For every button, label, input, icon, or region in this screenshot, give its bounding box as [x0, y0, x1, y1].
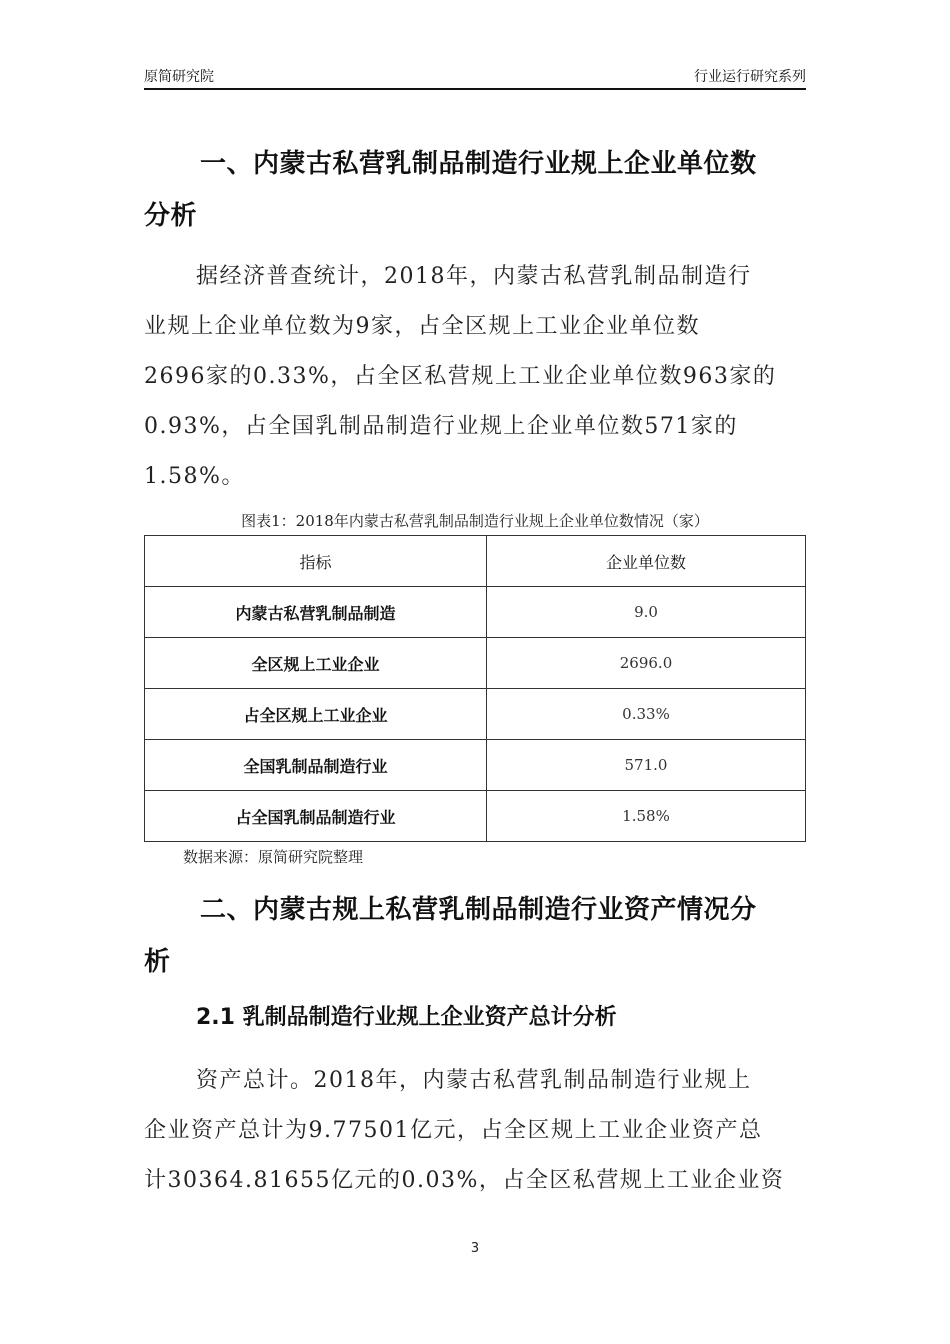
row-value: 0.33%	[487, 689, 806, 740]
section-1-heading-line2: 分析	[144, 201, 198, 231]
page-header	[144, 66, 806, 88]
header-org-name: 原简研究院	[144, 69, 214, 85]
paragraph-line: 企业资产总计为9.77501亿元，占全区规上工业企业资产总	[144, 1118, 763, 1143]
paragraph-line: 资产总计。2018年，内蒙古私营乳制品制造行业规上	[196, 1068, 752, 1093]
table-header-row	[145, 536, 806, 587]
enterprise-count-table	[144, 535, 806, 842]
row-label: 全国乳制品制造行业	[145, 740, 487, 791]
page-number: 3	[470, 1241, 480, 1256]
table-row	[145, 587, 806, 638]
table-row	[145, 791, 806, 842]
section-2-heading-line2: 析	[144, 947, 171, 977]
section-2-heading-line1: 二、内蒙古规上私营乳制品制造行业资产情况分	[200, 895, 757, 925]
column-header-indicator: 指标	[145, 536, 487, 587]
row-label: 内蒙古私营乳制品制造	[145, 587, 487, 638]
row-value: 571.0	[487, 740, 806, 791]
paragraph-line: 据经济普查统计，2018年，内蒙古私营乳制品制造行	[196, 264, 752, 289]
row-value: 2696.0	[487, 638, 806, 689]
row-value: 9.0	[487, 587, 806, 638]
section-2-paragraph	[144, 1056, 806, 1206]
row-label: 占全国乳制品制造行业	[145, 791, 487, 842]
paragraph-line: 2696家的0.33%，占全区私营规上工业企业单位数963家的	[144, 364, 777, 389]
section-1-paragraph	[144, 252, 806, 502]
table-1-caption: 图表1：2018年内蒙古私营乳制品制造行业规上企业单位数情况（家）	[241, 512, 709, 530]
row-value: 1.58%	[487, 791, 806, 842]
section-2-heading	[144, 884, 806, 988]
table-row	[145, 689, 806, 740]
section-1-heading-line1: 一、内蒙古私营乳制品制造行业规上企业单位数	[200, 149, 757, 179]
table-row	[145, 740, 806, 791]
row-label: 全区规上工业企业	[145, 638, 487, 689]
row-label: 占全区规上工业企业	[145, 689, 487, 740]
section-1-heading	[144, 138, 806, 242]
paragraph-line: 业规上企业单位数为9家，占全区规上工业企业单位数	[144, 314, 700, 339]
paragraph-line: 0.93%，占全国乳制品制造行业规上企业单位数571家的	[144, 414, 738, 439]
paragraph-line: 计30364.81655亿元的0.03%，占全区私营规上工业企业资	[144, 1168, 785, 1193]
subsection-2-1-heading: 2.1 乳制品制造行业规上企业资产总计分析	[196, 1005, 617, 1030]
column-header-count: 企业单位数	[487, 536, 806, 587]
table-row	[145, 638, 806, 689]
paragraph-line: 1.58%。	[144, 464, 245, 489]
header-divider	[144, 88, 806, 90]
table-1-source: 数据来源：原简研究院整理	[183, 848, 364, 866]
header-series-name: 行业运行研究系列	[694, 69, 806, 85]
